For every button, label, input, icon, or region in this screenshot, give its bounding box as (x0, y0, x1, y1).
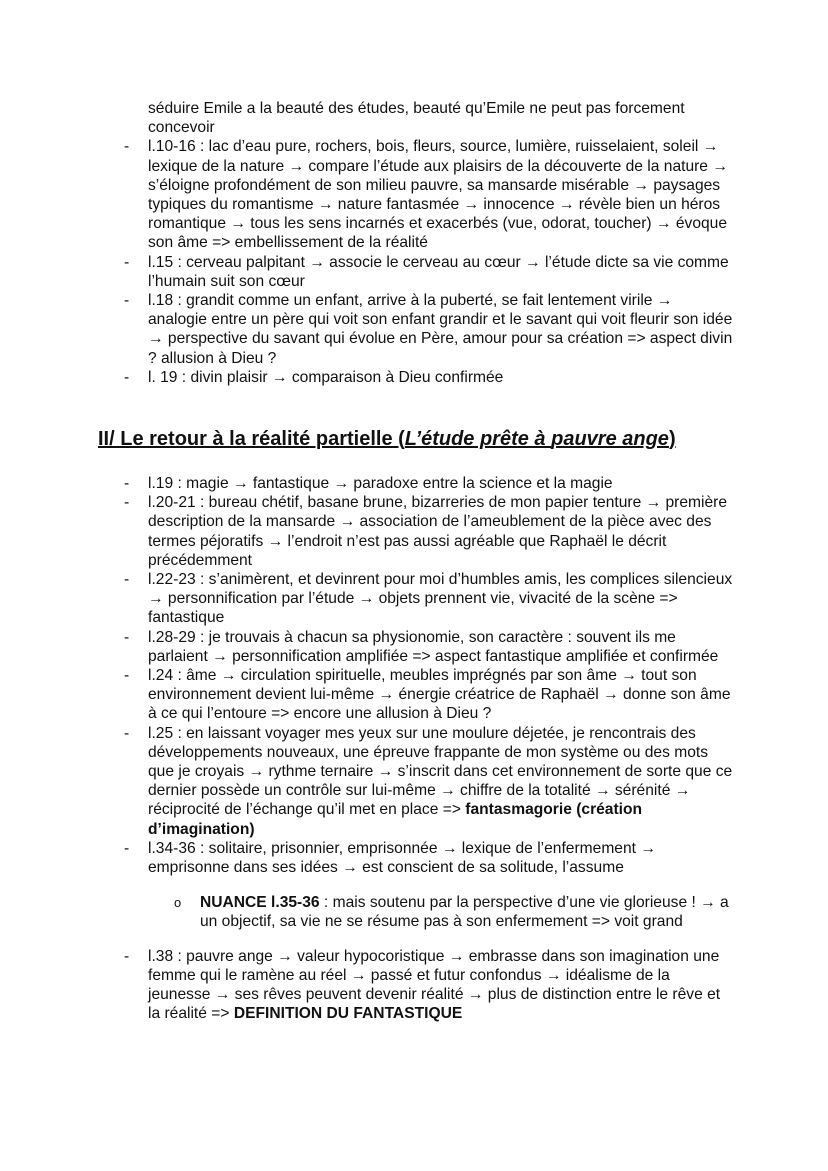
list-item: - l.15 : cerveau palpitant → associe le cerveau au cœur → l’étude dicte sa vie comme l’humain suit son cœur (124, 253, 729, 290)
circle-bullet-icon: o (174, 894, 182, 910)
list-item: - l.19 : magie → fantastique → paradoxe entre la science et la magie (124, 475, 613, 492)
list-item: - l.18 : grandit comme un enfant, arrive à la puberté, se fait lentement virile → analogie entre un père qui voit son enfant grandir et le savant qui voit fleurir son idée → perspective du savant qui évolue en Père, amour pour sa création => aspect divin ? allusion à Dieu ? (124, 292, 733, 367)
list-item: - l. 19 : divin plaisir → comparaison à Dieu confirmée (124, 368, 504, 386)
list-item: - l.28-29 : je trouvais à chacun sa physionomie, son caractère : souvent ils me parlaient → personnification amplifiée => aspect fantastique amplifiée et confirmée (124, 628, 719, 665)
list-item: - l.24 : âme → circulation spirituelle, meubles imprégnés par son âme → tout son environnement devient lui-même → énergie créatrice de Raphaël → donne son âme à ce qui l’entoure => encore une allusion à Dieu ? (124, 667, 731, 723)
list-item: - l.10-16 : lac d’eau pure, rochers, bois, fleurs, source, lumière, ruisselaient, soleil → lexique de la nature → compare l’étude aux plaisirs de la découverte de la nature → s’éloigne profondément de son milieu pauvre, sa mansarde misérable → paysages typiques du romantisme → nature fantasmée → innocence → révèle bien un héros romantique → tous les sens incarnés et exacerbés (vue, odorat, toucher) → évoque son âme => embellissement de la réalité (124, 138, 728, 252)
section-heading: II/ Le retour à la réalité partielle (L’étude prête à pauvre ange) (98, 428, 676, 450)
section-2 (124, 474, 734, 1024)
list-item-continuation: séduire Emile a la beauté des études, beauté qu’Emile ne peut pas forcement concevoir (148, 100, 685, 137)
sub-list-item: o NUANCE l.35-36 : mais soutenu par la perspective d’une vie glorieuse ! → a un objectif, sa vie ne se résume pas à son enfermement => voit grand (174, 893, 729, 931)
list-item: - l.22-23 : s’animèrent, et devinrent pour moi d’humbles amis, les complices silencieux → personnification par l’étude → objets prennent vie, vivacité de la scène => fantastique (124, 571, 733, 627)
list-item: - l.38 : pauvre ange → valeur hypocoristique → embrasse dans son imagination une femme qui le ramène au réel → passé et futur confondus → idéalisme de la jeunesse → ses rêves peuvent devenir réalité → plus de distinction entre le rêve et la réalité => DEFINITION DU FANTASTIQUE (124, 947, 721, 1023)
list-item: - l.20-21 : bureau chétif, basane brune, bizarreries de mon papier tenture → première description de la mansarde → association de l’ameublement de la pièce avec des termes péjoratifs → l’endroit n’est pas aussi agréable que Raphaël le décrit précédemment (124, 494, 728, 569)
section-1 (124, 99, 734, 387)
list-item: - l.25 : en laissant voyager mes yeux sur une moulure déjetée, je rencontrais des développements nouveaux, une épreuve frappante de mon système ou des mots que je croyais → rythme ternaire → s’inscrit dans cet environnement de sorte que ce dernier possède un contrôle sur lui-même → chiffre de la totalité → sérénité → réciprocité de l’échange qu’il met en place => fantasmagorie (création d’imagination) (124, 724, 733, 838)
list-item: - l.34-36 : solitaire, prisonnier, emprisonnée → lexique de l’enfermement → emprisonne dans ses idées → est conscient de sa solitude, l’assume (124, 839, 656, 877)
